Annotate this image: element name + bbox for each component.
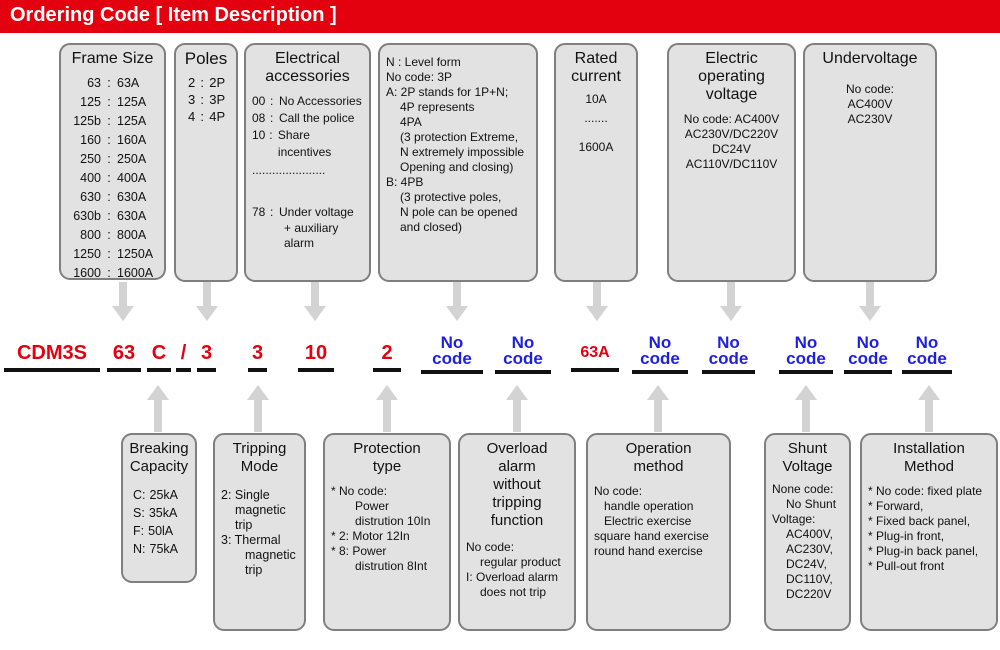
text-line: * Pull-out front — [868, 559, 945, 573]
accessories-box — [244, 43, 371, 282]
arrow-down-icon — [453, 282, 461, 307]
overload-alarm-heading: Overload alarm without tripping function — [486, 440, 548, 529]
code-poles: 3 — [248, 339, 267, 372]
text-line: No code: — [845, 82, 895, 96]
title-bar — [0, 0, 1000, 33]
code-overload-alarm: No code — [495, 334, 551, 374]
text-line: * 8: Power — [331, 544, 387, 558]
text-line: (3 protection Extreme, — [400, 130, 519, 144]
code-operation-method: No code — [632, 334, 688, 374]
text-line: handle operation — [604, 499, 694, 513]
text-line: Power — [355, 499, 390, 513]
text-line: No code: 3P — [386, 70, 453, 84]
list-item: 63 : 63A — [87, 76, 140, 90]
text-line: square hand exercise — [594, 529, 709, 543]
list-item: F : 50lA — [133, 524, 174, 538]
code-tripping-mode: 3 — [197, 339, 216, 372]
list-item: 250 : 250A — [80, 152, 147, 166]
text-line: 3: Thermal — [221, 533, 281, 547]
list-item: 630b : 630A — [73, 209, 147, 223]
text-line: N pole can be opened — [400, 205, 518, 219]
text-line: 10A — [585, 92, 607, 106]
shunt-voltage-box — [764, 433, 851, 631]
text-line: AC400V, — [786, 527, 833, 541]
list-item: 160 : 160A — [80, 133, 147, 147]
text-line: * 2: Motor 12In — [331, 529, 410, 543]
code-series: CDM3S — [4, 339, 100, 372]
arrow-up-icon — [925, 399, 933, 432]
shunt-voltage-heading: Shunt Voltage — [782, 440, 833, 475]
list-item: 630 : 630A — [80, 190, 147, 204]
code-protection-type: 2 — [373, 339, 401, 372]
list-item: 08 : Call the police — [252, 111, 355, 125]
arrow-up-icon — [154, 399, 162, 432]
list-item: N : 75kA — [133, 542, 179, 556]
overload-alarm-box — [458, 433, 576, 631]
installation-method-box — [860, 433, 998, 631]
list-item: 4 : 4P — [188, 109, 226, 124]
code-level-form: No code — [421, 334, 483, 374]
text-line: Opening and closing) — [400, 160, 514, 174]
text-line: 2: Single — [221, 488, 270, 502]
text-line: Electric exercise — [604, 514, 692, 528]
poles-list — [182, 74, 230, 125]
list-item: 3 : 3P — [188, 92, 226, 107]
text-line: N : Level form — [386, 55, 461, 69]
text-line: * Plug-in front, — [868, 529, 945, 543]
breaking-capacity-list — [129, 486, 189, 558]
undervoltage-heading: Undervoltage — [822, 50, 918, 67]
text-line: and closed) — [400, 220, 463, 234]
frame-size-heading: Frame Size — [71, 50, 154, 67]
level-form-box — [378, 43, 538, 282]
tripping-mode-box — [213, 433, 306, 631]
list-item: 125b : 125A — [73, 114, 147, 128]
code-slash: / — [176, 339, 191, 372]
text-line: * No code: fixed plate — [868, 484, 983, 498]
text-line: * Fixed back panel, — [868, 514, 971, 528]
list-item: 400 : 400A — [80, 171, 147, 185]
text-line: N extremely impossible — [400, 145, 525, 159]
undervoltage-box — [803, 43, 937, 282]
arrow-up-icon — [513, 399, 521, 432]
operation-method-box — [586, 433, 731, 631]
arrow-up-icon — [254, 399, 262, 432]
arrow-down-icon — [593, 282, 601, 307]
code-accessories: 10 — [298, 339, 334, 372]
frame-size-box — [59, 43, 166, 280]
code-frame-size: 63 — [107, 339, 141, 372]
text-line: distrution 10In — [355, 514, 431, 528]
arrow-up-icon — [383, 399, 391, 432]
list-item: 00 : No Accessories — [252, 94, 362, 108]
text-line: Voltage: — [772, 512, 816, 526]
poles-heading: Poles — [184, 49, 228, 68]
tripping-mode-list — [221, 488, 298, 578]
code-installation-method: No code — [902, 334, 952, 374]
list-item: 800 : 800A — [80, 228, 147, 242]
poles-box — [174, 43, 238, 282]
text-line: AC110V/DC110V — [685, 157, 778, 171]
text-line: magnetic — [235, 503, 286, 517]
arrow-up-icon — [802, 399, 810, 432]
text-line: B: 4PB — [386, 175, 424, 189]
text-line: * Forward, — [868, 499, 924, 513]
text-line: regular product — [480, 555, 561, 569]
text-line: AC230V/DC220V — [684, 127, 779, 141]
tripping-mode-heading: Tripping Mode — [232, 440, 287, 475]
breaking-capacity-box — [121, 433, 197, 583]
arrow-down-icon — [727, 282, 735, 307]
page-title: Ordering Code [ Item Description ] — [10, 4, 337, 26]
text-line: None code: — [772, 482, 834, 496]
installation-method-list — [868, 484, 990, 574]
text-line: DC24V — [712, 142, 751, 156]
text-line: DC110V, — [786, 572, 833, 586]
breaking-capacity-heading: Breaking Capacity — [129, 440, 189, 475]
shunt-voltage-list — [772, 482, 843, 602]
list-item: C : 25kA — [133, 488, 179, 502]
text-line: AC400V — [847, 97, 893, 111]
text-line: 4PA — [400, 115, 422, 129]
text-line: DC220V — [786, 587, 832, 601]
text-line: round hand exercise — [594, 544, 703, 558]
text-line: (3 protective poles, — [400, 190, 502, 204]
list-item: 78 : Under voltage — [252, 205, 354, 219]
operation-method-heading: Operation method — [625, 440, 692, 475]
text-line: * No code: — [331, 484, 388, 498]
arrow-down-icon — [311, 282, 319, 307]
text-line: trip — [235, 518, 253, 532]
list-item: S : 35kA — [133, 506, 178, 520]
text-line: magnetic — [245, 548, 296, 562]
code-undervoltage: No code — [844, 334, 892, 374]
arrow-down-icon — [119, 282, 127, 307]
arrow-up-icon — [654, 399, 662, 432]
code-breaking-capacity: C — [147, 339, 171, 372]
arrow-down-icon — [203, 282, 211, 307]
list-item-continuation: + auxiliary alarm — [284, 221, 339, 250]
text-line: AC230V, — [786, 542, 833, 556]
accessories-list — [252, 93, 363, 251]
operation-method-list — [594, 484, 723, 559]
text-line: distrution 8Int — [355, 559, 428, 573]
text-line: ....... — [584, 111, 608, 125]
operating-voltage-heading: Electric operating voltage — [698, 50, 765, 103]
text-line: No code: — [466, 540, 515, 554]
protection-type-box — [323, 433, 451, 631]
list-item: 1600 : 1600A — [73, 266, 154, 280]
text-line: 1600A — [578, 140, 614, 154]
protection-type-heading: Protection type — [353, 440, 421, 475]
text-line: trip — [245, 563, 263, 577]
text-line: A: 2P stands for 1P+N; — [386, 85, 509, 99]
list-item: 2 : 2P — [188, 75, 226, 90]
overload-alarm-list — [466, 540, 568, 600]
text-line: * Plug-in back panel, — [868, 544, 979, 558]
installation-method-heading: Installation Method — [893, 440, 965, 475]
code-shunt-voltage: No code — [779, 334, 833, 374]
ellipsis-text: ...................... — [252, 163, 326, 177]
list-item: 125 : 125A — [80, 95, 147, 109]
text-line: No code: — [594, 484, 643, 498]
text-line: DC24V, — [786, 557, 827, 571]
text-line: does not trip — [480, 585, 547, 599]
list-item: 1250 : 1250A — [73, 247, 154, 261]
code-operating-voltage: No code — [702, 334, 755, 374]
list-item: 10 : Share incentives — [252, 128, 332, 159]
text-line: No Shunt — [786, 497, 837, 511]
protection-type-list — [331, 484, 443, 574]
text-line: No code: AC400V — [683, 112, 780, 126]
rated-current-box — [554, 43, 638, 282]
code-rated-current: 63A — [571, 339, 619, 372]
text-line: 4P represents — [400, 100, 475, 114]
rated-current-heading: Rated current — [571, 50, 621, 85]
frame-size-list — [67, 74, 158, 283]
accessories-heading: Electrical accessories — [265, 50, 350, 85]
text-line: I: Overload alarm — [466, 570, 559, 584]
text-line: AC230V — [847, 112, 893, 126]
arrow-down-icon — [866, 282, 874, 307]
operating-voltage-box — [667, 43, 796, 282]
